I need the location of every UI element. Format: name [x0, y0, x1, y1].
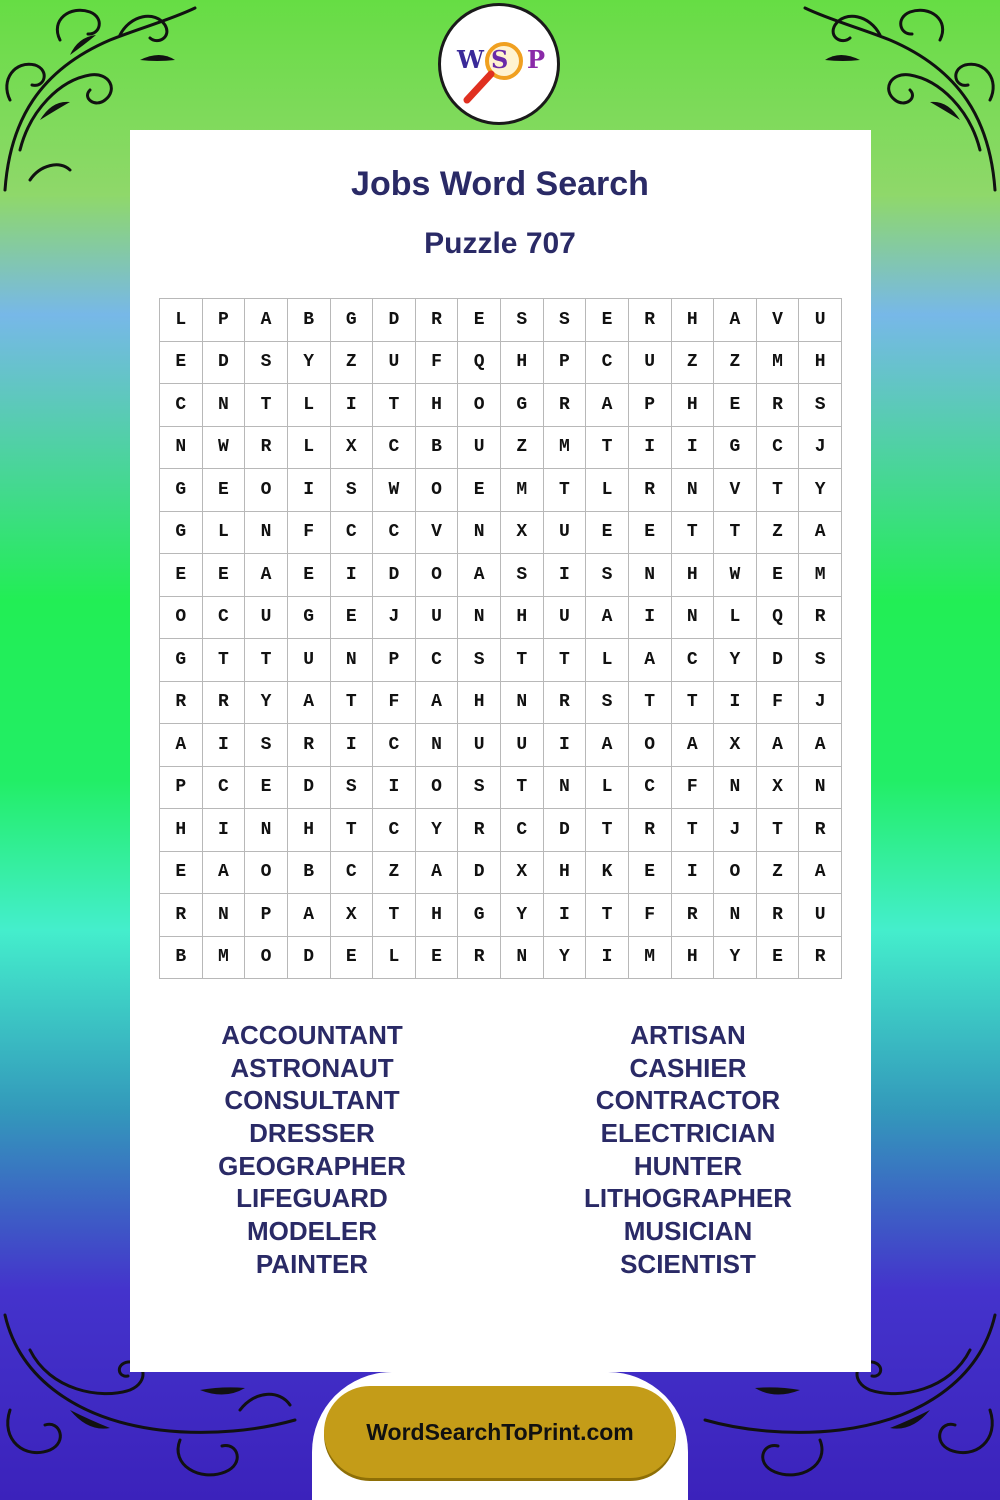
grid-cell[interactable]: Z	[714, 342, 757, 385]
grid-cell[interactable]: Z	[501, 427, 544, 470]
grid-cell[interactable]: N	[799, 767, 842, 810]
grid-cell[interactable]: C	[373, 724, 416, 767]
grid-cell[interactable]: V	[416, 512, 459, 555]
word-list-item: LIFEGUARD	[236, 1183, 388, 1214]
grid-cell[interactable]: B	[288, 299, 331, 342]
grid-cell[interactable]: R	[160, 682, 203, 725]
grid-cell[interactable]: C	[629, 767, 672, 810]
grid-cell[interactable]: I	[586, 937, 629, 980]
grid-cell[interactable]: R	[416, 299, 459, 342]
grid-cell[interactable]: U	[373, 342, 416, 385]
word-list-item: DRESSER	[249, 1118, 375, 1149]
grid-cell[interactable]: I	[331, 554, 374, 597]
grid-cell[interactable]: J	[799, 427, 842, 470]
grid-cell[interactable]: W	[203, 427, 246, 470]
grid-cell[interactable]: X	[757, 767, 800, 810]
grid-cell[interactable]: M	[799, 554, 842, 597]
grid-cell[interactable]: S	[245, 724, 288, 767]
grid-cell[interactable]: T	[245, 639, 288, 682]
grid-cell[interactable]: T	[757, 809, 800, 852]
grid-cell[interactable]: C	[203, 597, 246, 640]
grid-cell[interactable]: P	[629, 384, 672, 427]
grid-cell[interactable]: O	[416, 469, 459, 512]
grid-cell[interactable]: S	[544, 299, 587, 342]
grid-cell[interactable]: S	[245, 342, 288, 385]
grid-cell[interactable]: N	[331, 639, 374, 682]
grid-cell[interactable]: O	[245, 469, 288, 512]
grid-cell[interactable]: P	[544, 342, 587, 385]
grid-cell[interactable]: I	[331, 724, 374, 767]
grid-cell[interactable]: P	[245, 894, 288, 937]
grid-cell[interactable]: E	[245, 767, 288, 810]
grid-cell[interactable]: R	[629, 299, 672, 342]
grid-cell[interactable]: A	[245, 299, 288, 342]
grid-cell[interactable]: P	[373, 639, 416, 682]
grid-cell[interactable]: P	[203, 299, 246, 342]
grid-cell[interactable]: L	[288, 384, 331, 427]
grid-cell[interactable]: I	[672, 852, 715, 895]
grid-cell[interactable]: S	[799, 639, 842, 682]
grid-cell[interactable]: C	[373, 512, 416, 555]
grid-cell[interactable]: E	[160, 852, 203, 895]
grid-cell[interactable]: S	[586, 682, 629, 725]
grid-cell[interactable]: E	[714, 384, 757, 427]
grid-cell[interactable]: R	[799, 597, 842, 640]
grid-cell[interactable]: E	[416, 937, 459, 980]
grid-cell[interactable]: T	[331, 809, 374, 852]
grid-cell[interactable]: N	[203, 894, 246, 937]
grid-cell[interactable]: O	[160, 597, 203, 640]
grid-cell[interactable]: O	[714, 852, 757, 895]
grid-cell[interactable]: E	[629, 512, 672, 555]
grid-cell[interactable]: A	[586, 384, 629, 427]
grid-cell[interactable]: G	[160, 639, 203, 682]
grid-cell[interactable]: D	[458, 852, 501, 895]
grid-cell[interactable]: G	[288, 597, 331, 640]
grid-cell[interactable]: E	[757, 937, 800, 980]
grid-cell[interactable]: T	[714, 512, 757, 555]
grid-cell[interactable]: V	[714, 469, 757, 512]
grid-cell[interactable]: Q	[757, 597, 800, 640]
grid-cell[interactable]: A	[799, 512, 842, 555]
grid-cell[interactable]: O	[458, 384, 501, 427]
grid-cell[interactable]: A	[714, 299, 757, 342]
grid-cell[interactable]: F	[416, 342, 459, 385]
grid-cell[interactable]: N	[245, 809, 288, 852]
grid-cell[interactable]: T	[757, 469, 800, 512]
grid-cell[interactable]: U	[501, 724, 544, 767]
grid-cell[interactable]: Q	[458, 342, 501, 385]
grid-cell[interactable]: C	[672, 639, 715, 682]
grid-cell[interactable]: B	[288, 852, 331, 895]
grid-cell[interactable]: S	[501, 299, 544, 342]
grid-cell[interactable]: K	[586, 852, 629, 895]
grid-cell[interactable]: O	[416, 767, 459, 810]
grid-cell[interactable]: L	[586, 767, 629, 810]
grid-cell[interactable]: O	[629, 724, 672, 767]
grid-cell[interactable]: E	[586, 299, 629, 342]
grid-cell[interactable]: X	[501, 512, 544, 555]
grid-cell[interactable]: Y	[544, 937, 587, 980]
grid-cell[interactable]: T	[245, 384, 288, 427]
grid-cell[interactable]: H	[416, 894, 459, 937]
word-list-item: HUNTER	[633, 1150, 743, 1181]
grid-cell[interactable]: R	[160, 894, 203, 937]
grid-cell[interactable]: N	[501, 682, 544, 725]
grid-cell[interactable]: D	[373, 299, 416, 342]
grid-cell[interactable]: N	[629, 554, 672, 597]
grid-cell[interactable]: I	[714, 682, 757, 725]
grid-cell[interactable]: I	[203, 809, 246, 852]
grid-cell[interactable]: B	[160, 937, 203, 980]
grid-cell[interactable]: D	[203, 342, 246, 385]
grid-cell[interactable]: T	[544, 639, 587, 682]
word-list-item: ELECTRICIAN	[600, 1118, 776, 1149]
grid-cell[interactable]: N	[672, 469, 715, 512]
grid-cell[interactable]: T	[373, 894, 416, 937]
grid-cell[interactable]: G	[458, 894, 501, 937]
grid-cell[interactable]: F	[288, 512, 331, 555]
grid-cell[interactable]: B	[416, 427, 459, 470]
grid-cell[interactable]: D	[757, 639, 800, 682]
grid-cell[interactable]: H	[160, 809, 203, 852]
grid-cell[interactable]: I	[629, 427, 672, 470]
grid-cell[interactable]: D	[288, 937, 331, 980]
grid-cell[interactable]: F	[757, 682, 800, 725]
grid-cell[interactable]: T	[501, 639, 544, 682]
grid-cell[interactable]: C	[416, 639, 459, 682]
grid-cell[interactable]: H	[501, 342, 544, 385]
grid-cell[interactable]: R	[629, 809, 672, 852]
grid-cell[interactable]: T	[501, 767, 544, 810]
grid-cell[interactable]: L	[586, 639, 629, 682]
grid-cell[interactable]: T	[586, 894, 629, 937]
grid-cell[interactable]: D	[373, 554, 416, 597]
grid-cell[interactable]: U	[799, 894, 842, 937]
grid-cell[interactable]: E	[160, 554, 203, 597]
grid-cell[interactable]: E	[160, 342, 203, 385]
grid-cell[interactable]: F	[373, 682, 416, 725]
grid-cell[interactable]: A	[416, 852, 459, 895]
grid-cell[interactable]: C	[757, 427, 800, 470]
grid-cell[interactable]: Z	[757, 852, 800, 895]
grid-cell[interactable]: T	[629, 682, 672, 725]
word-list-item: MUSICIAN	[623, 1216, 753, 1247]
grid-cell[interactable]: U	[288, 639, 331, 682]
grid-cell[interactable]: T	[331, 682, 374, 725]
grid-cell[interactable]: W	[714, 554, 757, 597]
grid-cell[interactable]: N	[714, 767, 757, 810]
grid-cell[interactable]: Z	[672, 342, 715, 385]
grid-cell[interactable]: Z	[757, 512, 800, 555]
grid-cell[interactable]: I	[544, 894, 587, 937]
grid-cell[interactable]: A	[586, 724, 629, 767]
grid-cell[interactable]: H	[672, 554, 715, 597]
grid-cell[interactable]: R	[672, 894, 715, 937]
grid-cell[interactable]: U	[416, 597, 459, 640]
grid-cell[interactable]: L	[288, 427, 331, 470]
grid-cell[interactable]: C	[331, 512, 374, 555]
grid-cell[interactable]: N	[245, 512, 288, 555]
word-list-item: GEOGRAPHER	[218, 1150, 406, 1181]
grid-cell[interactable]: H	[544, 852, 587, 895]
grid-cell[interactable]: I	[672, 427, 715, 470]
grid-cell[interactable]: A	[203, 852, 246, 895]
grid-cell[interactable]: T	[672, 809, 715, 852]
grid-cell[interactable]: T	[544, 469, 587, 512]
grid-cell[interactable]: N	[544, 767, 587, 810]
grid-cell[interactable]: G	[160, 512, 203, 555]
grid-cell[interactable]: Z	[373, 852, 416, 895]
grid-cell[interactable]: T	[586, 427, 629, 470]
grid-cell[interactable]: T	[672, 682, 715, 725]
grid-cell[interactable]: R	[245, 427, 288, 470]
grid-cell[interactable]: A	[672, 724, 715, 767]
website-button[interactable]	[324, 1386, 676, 1478]
grid-cell[interactable]: A	[799, 724, 842, 767]
grid-cell[interactable]: E	[629, 852, 672, 895]
grid-cell[interactable]: Y	[245, 682, 288, 725]
grid-cell[interactable]: E	[331, 937, 374, 980]
grid-cell[interactable]: S	[458, 767, 501, 810]
grid-cell[interactable]: N	[203, 384, 246, 427]
grid-cell[interactable]: A	[288, 894, 331, 937]
grid-cell[interactable]: A	[757, 724, 800, 767]
grid-cell[interactable]: E	[331, 597, 374, 640]
grid-cell[interactable]: Y	[714, 937, 757, 980]
grid-cell[interactable]: U	[629, 342, 672, 385]
word-list-item: MODELER	[247, 1216, 377, 1247]
grid-cell[interactable]: S	[331, 767, 374, 810]
grid-cell[interactable]: A	[586, 597, 629, 640]
word-list-right	[528, 1019, 848, 1281]
grid-cell[interactable]: E	[757, 554, 800, 597]
grid-cell[interactable]: H	[672, 299, 715, 342]
grid-cell[interactable]: X	[331, 427, 374, 470]
grid-cell[interactable]: I	[629, 597, 672, 640]
grid-cell[interactable]: Y	[799, 469, 842, 512]
grid-cell[interactable]: Y	[714, 639, 757, 682]
grid-cell[interactable]: G	[714, 427, 757, 470]
grid-cell[interactable]: A	[288, 682, 331, 725]
page-title: Jobs Word Search	[351, 165, 649, 203]
grid-cell[interactable]: H	[458, 682, 501, 725]
grid-cell[interactable]: R	[288, 724, 331, 767]
grid-cell[interactable]: E	[203, 469, 246, 512]
logo-letter-p: P	[527, 45, 546, 74]
grid-cell[interactable]: N	[458, 597, 501, 640]
grid-cell[interactable]: Y	[288, 342, 331, 385]
grid-cell[interactable]: A	[160, 724, 203, 767]
word-list-item: CONTRACTOR	[595, 1085, 781, 1116]
word-list-item: ACCOUNTANT	[221, 1020, 403, 1050]
puzzle-number: Puzzle 707	[424, 227, 576, 260]
grid-cell[interactable]: I	[373, 767, 416, 810]
grid-cell[interactable]: M	[629, 937, 672, 980]
grid-cell[interactable]: T	[203, 639, 246, 682]
grid-cell[interactable]: D	[544, 809, 587, 852]
grid-cell[interactable]: M	[203, 937, 246, 980]
grid-cell[interactable]: L	[586, 469, 629, 512]
grid-cell[interactable]: E	[586, 512, 629, 555]
grid-cell[interactable]: C	[331, 852, 374, 895]
grid-cell[interactable]: A	[416, 682, 459, 725]
grid-cell[interactable]: J	[799, 682, 842, 725]
grid-cell[interactable]: U	[458, 724, 501, 767]
grid-cell[interactable]: N	[672, 597, 715, 640]
grid-cell[interactable]: R	[458, 937, 501, 980]
grid-cell[interactable]: A	[799, 852, 842, 895]
grid-cell[interactable]: C	[586, 342, 629, 385]
grid-cell[interactable]: O	[245, 852, 288, 895]
grid-cell[interactable]: H	[672, 937, 715, 980]
grid-cell[interactable]: U	[544, 597, 587, 640]
grid-cell[interactable]: F	[629, 894, 672, 937]
grid-cell[interactable]: N	[714, 894, 757, 937]
grid-cell[interactable]: V	[757, 299, 800, 342]
grid-cell[interactable]: N	[416, 724, 459, 767]
grid-cell[interactable]: H	[799, 342, 842, 385]
grid-cell[interactable]: I	[331, 384, 374, 427]
grid-cell[interactable]: I	[544, 554, 587, 597]
grid-cell[interactable]: N	[160, 427, 203, 470]
grid-cell[interactable]: S	[331, 469, 374, 512]
grid-cell[interactable]: A	[245, 554, 288, 597]
grid-cell[interactable]: I	[203, 724, 246, 767]
grid-cell[interactable]: A	[629, 639, 672, 682]
word-list-item: ARTISAN	[630, 1020, 746, 1050]
logo-letter-s: S	[491, 45, 509, 74]
grid-cell[interactable]: S	[586, 554, 629, 597]
grid-cell[interactable]: P	[160, 767, 203, 810]
wsp-logo	[438, 3, 560, 125]
grid-cell[interactable]: T	[586, 809, 629, 852]
word-list-item: LITHOGRAPHER	[584, 1183, 792, 1214]
grid-cell[interactable]: Y	[416, 809, 459, 852]
logo-letter-w: W	[457, 45, 484, 74]
grid-cell[interactable]: I	[288, 469, 331, 512]
grid-cell[interactable]: C	[160, 384, 203, 427]
grid-cell[interactable]: M	[757, 342, 800, 385]
grid-cell[interactable]: L	[373, 937, 416, 980]
grid-cell[interactable]: C	[501, 809, 544, 852]
grid-cell[interactable]: W	[373, 469, 416, 512]
grid-cell[interactable]: T	[672, 512, 715, 555]
grid-cell[interactable]: N	[501, 937, 544, 980]
grid-cell[interactable]: R	[629, 469, 672, 512]
grid-cell[interactable]: R	[757, 384, 800, 427]
grid-cell[interactable]: H	[288, 809, 331, 852]
grid-cell[interactable]: R	[799, 937, 842, 980]
grid-cell[interactable]: U	[544, 512, 587, 555]
grid-cell[interactable]: E	[458, 469, 501, 512]
word-list-item: ASTRONAUT	[230, 1052, 394, 1083]
grid-cell[interactable]: G	[501, 384, 544, 427]
grid-cell[interactable]: G	[160, 469, 203, 512]
grid-cell[interactable]: T	[373, 384, 416, 427]
grid-cell[interactable]: S	[458, 639, 501, 682]
grid-cell[interactable]: S	[501, 554, 544, 597]
word-list-item: CONSULTANT	[224, 1085, 400, 1116]
grid-cell[interactable]: U	[799, 299, 842, 342]
grid-cell[interactable]: C	[373, 427, 416, 470]
grid-cell[interactable]: R	[458, 809, 501, 852]
grid-cell[interactable]: S	[799, 384, 842, 427]
grid-cell[interactable]: L	[714, 597, 757, 640]
word-list-item: CASHIER	[629, 1052, 747, 1083]
grid-cell[interactable]: M	[544, 427, 587, 470]
grid-cell[interactable]: U	[245, 597, 288, 640]
grid-cell[interactable]: N	[458, 512, 501, 555]
grid-cell[interactable]: H	[416, 384, 459, 427]
grid-cell[interactable]: E	[203, 554, 246, 597]
grid-cell[interactable]: H	[672, 384, 715, 427]
grid-cell[interactable]: L	[203, 512, 246, 555]
grid-cell[interactable]: I	[544, 724, 587, 767]
grid-cell[interactable]: Y	[501, 894, 544, 937]
grid-cell[interactable]: J	[373, 597, 416, 640]
grid-cell[interactable]: G	[331, 299, 374, 342]
grid-cell[interactable]: R	[757, 894, 800, 937]
grid-cell[interactable]: E	[288, 554, 331, 597]
grid-cell[interactable]: Z	[331, 342, 374, 385]
grid-cell[interactable]: M	[501, 469, 544, 512]
grid-cell[interactable]: X	[501, 852, 544, 895]
grid-cell[interactable]: R	[799, 809, 842, 852]
grid-cell[interactable]: O	[416, 554, 459, 597]
grid-cell[interactable]: F	[672, 767, 715, 810]
grid-cell[interactable]: L	[160, 299, 203, 342]
grid-cell[interactable]: O	[245, 937, 288, 980]
grid-cell[interactable]: J	[714, 809, 757, 852]
grid-cell[interactable]: R	[203, 682, 246, 725]
word-list-item: SCIENTIST	[620, 1248, 756, 1279]
grid-cell[interactable]: C	[373, 809, 416, 852]
grid-cell[interactable]: E	[458, 299, 501, 342]
grid-cell[interactable]: X	[331, 894, 374, 937]
grid-cell[interactable]: X	[714, 724, 757, 767]
grid-cell[interactable]: R	[544, 682, 587, 725]
grid-cell[interactable]: D	[288, 767, 331, 810]
grid-cell[interactable]: A	[458, 554, 501, 597]
website-link-text[interactable]: WordSearchToPrint.com	[366, 1418, 634, 1445]
word-list-left	[152, 1019, 472, 1281]
letter-grid	[159, 298, 842, 979]
grid-cell[interactable]: H	[501, 597, 544, 640]
word-list-item: PAINTER	[255, 1248, 369, 1279]
grid-cell[interactable]: U	[458, 427, 501, 470]
grid-cell[interactable]: C	[203, 767, 246, 810]
grid-cell[interactable]: R	[544, 384, 587, 427]
